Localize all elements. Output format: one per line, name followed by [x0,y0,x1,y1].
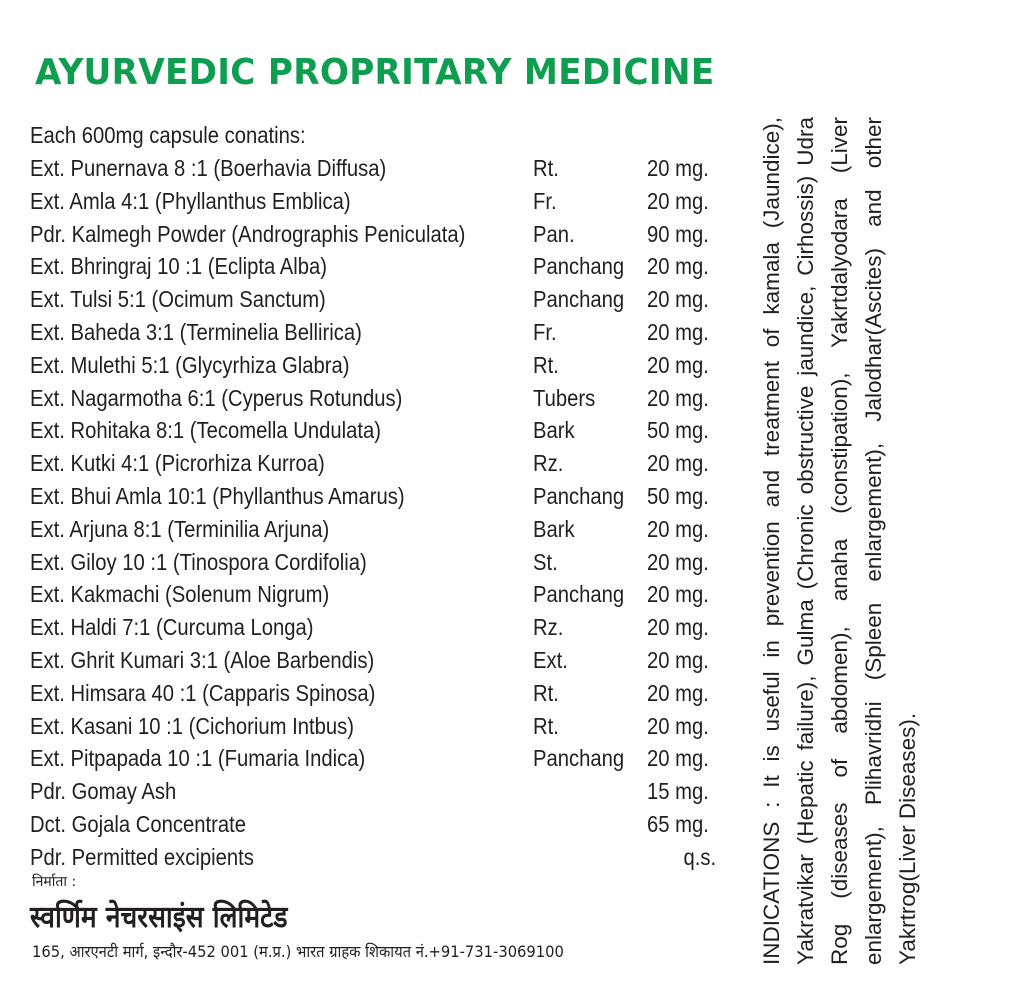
ingredient-part: Panchang [533,482,625,509]
indications-text: INDICATIONS : It is useful in prevention and treatment of kamala (Jaundice), Yakratvikar (Hepatic failure), Gulma (Chronic obstructive jaundice, Cirhossis) Udra Rog (diseases of abdomen), anaha (constipation), Yakrtdalyodara (Liver enlargement), Plihavridhi (Spleen enlargement), Jalodhar(Ascites) and other Yakrtrog(Liver Diseases). [759,117,920,965]
ingredient-amount: 20 mg. [647,155,709,181]
ingredient-row [30,713,730,746]
ingredient-amount: 50 mg. [647,417,709,444]
ingredient-amount: 20 mg. [647,548,709,575]
ingredient-part: Tubers [533,384,596,411]
ingredient-row [30,188,730,221]
ingredient-part: Bark [533,515,575,542]
ingredient-name: Pdr. Permitted excipients [30,843,254,870]
ingredient-amount: 20 mg. [647,581,709,608]
ingredient-row [30,286,730,319]
ingredient-part: Rz. [533,450,564,477]
ingredient-name: Ext. Mulethi 5:1 (Glycyrhiza Glabra) [30,351,350,378]
ingredient-row [30,844,730,877]
ingredient-row [30,417,730,450]
ingredient-name: Ext. Haldi 7:1 (Curcuma Longa) [30,614,314,641]
ingredient-name: Ext. Pitpapada 10 :1 (Fumaria Indica) [30,745,366,772]
ingredient-amount: 20 mg. [647,515,709,542]
ingredient-name: Ext. Amla 4:1 (Phyllanthus Emblica) [30,187,351,214]
ingredient-row [30,745,730,778]
ingredient-row [30,385,730,418]
ingredient-name: Ext. Kakmachi (Solenum Nigrum) [30,581,330,608]
ingredient-row [30,778,730,811]
ingredient-part: Rt. [533,351,559,378]
ingredient-part: Panchang [533,253,625,280]
ingredient-name: Ext. Rohitaka 8:1 (Tecomella Undulata) [30,417,382,444]
ingredient-row [30,483,730,516]
ingredient-row [30,221,730,254]
ingredient-name: Pdr. Gomay Ash [30,778,177,805]
ingredient-row [30,253,730,286]
manufacturer-label: निर्माता : [32,874,77,890]
ingredient-amount: 20 mg. [647,646,709,673]
ingredient-part: Fr. [533,318,557,345]
ingredient-amount: 20 mg. [647,286,709,313]
ingredient-row [30,647,730,680]
ingredient-name: Ext. Himsara 40 :1 (Capparis Spinosa) [30,679,376,706]
ingredient-name: Dct. Gojala Concentrate [30,810,246,837]
manufacturer-name: स्वर्णिम नेचरसाइंस लिमिटेड [30,900,288,935]
ingredient-amount: 15 mg. [647,778,709,805]
ingredient-amount: 20 mg. [647,712,709,739]
indications-block [755,117,930,965]
ingredient-amount: 20 mg. [647,253,709,280]
ingredient-name: Ext. Giloy 10 :1 (Tinospora Cordifolia) [30,548,367,575]
ingredient-row [30,614,730,647]
ingredient-row [30,516,730,549]
ingredient-name: Ext. Bhringraj 10 :1 (Eclipta Alba) [30,253,327,280]
ingredient-amount: 20 mg. [647,318,709,345]
ingredient-amount: 50 mg. [647,482,709,509]
ingredient-name: Ext. Kasani 10 :1 (Cichorium Intbus) [30,712,354,739]
ingredient-part: Rt. [533,712,559,739]
ingredient-part: Panchang [533,581,625,608]
ingredient-name: Ext. Tulsi 5:1 (Ocimum Sanctum) [30,286,326,313]
ingredient-part: Rz. [533,614,564,641]
ingredient-row [30,155,730,188]
ingredient-row [30,811,730,844]
ingredient-name: Ext. Kutki 4:1 (Picrorhiza Kurroa) [30,450,325,477]
ingredient-part: Ext. [533,646,568,673]
ingredient-part: Pan. [533,220,575,247]
ingredient-amount: 20 mg. [647,745,709,772]
ingredient-part: Panchang [533,745,625,772]
ingredient-name: Pdr. Kalmegh Powder (Andrographis Peniculata) [30,220,466,247]
ingredient-part: Rt. [533,155,559,181]
ingredient-name: Ext. Baheda 3:1 (Terminelia Bellirica) [30,318,362,345]
ingredient-name: Ext. Ghrit Kumari 3:1 (Aloe Barbendis) [30,646,375,673]
ingredient-amount: 20 mg. [647,679,709,706]
ingredient-amount: 20 mg. [647,450,709,477]
composition-intro: Each 600mg capsule conatins: [30,122,306,148]
ingredient-amount: 20 mg. [647,187,709,214]
ingredient-amount: q.s. [683,843,716,870]
ingredient-part: Rt. [533,679,559,706]
ingredient-name: Ext. Nagarmotha 6:1 (Cyperus Rotundus) [30,384,403,411]
manufacturer-address: 165, आरएनटी मार्ग, इन्दौर-452 001 (म.प्र.) भारत ग्राहक शिकायत नं.+91-731-3069100 [32,942,564,961]
ingredients-table [30,155,730,877]
ingredient-part: St. [533,548,558,575]
ingredient-row [30,680,730,713]
ingredient-part: Panchang [533,286,625,313]
ingredient-part: Bark [533,417,575,444]
ingredient-part: Fr. [533,187,557,214]
ingredient-row [30,319,730,352]
ingredient-amount: 20 mg. [647,614,709,641]
ingredient-name: Ext. Bhui Amla 10:1 (Phyllanthus Amarus) [30,482,405,509]
ingredient-name: Ext. Punernava 8 :1 (Boerhavia Diffusa) [30,155,387,181]
ingredient-row [30,352,730,385]
ingredient-amount: 90 mg. [647,220,709,247]
ingredient-row [30,450,730,483]
product-category-title: AYURVEDIC PROPRITARY MEDICINE [35,52,715,93]
ingredient-amount: 20 mg. [647,384,709,411]
ingredient-row [30,581,730,614]
ingredient-name: Ext. Arjuna 8:1 (Terminilia Arjuna) [30,515,330,542]
ingredient-amount: 65 mg. [647,810,709,837]
ingredient-amount: 20 mg. [647,351,709,378]
ingredient-row [30,549,730,582]
